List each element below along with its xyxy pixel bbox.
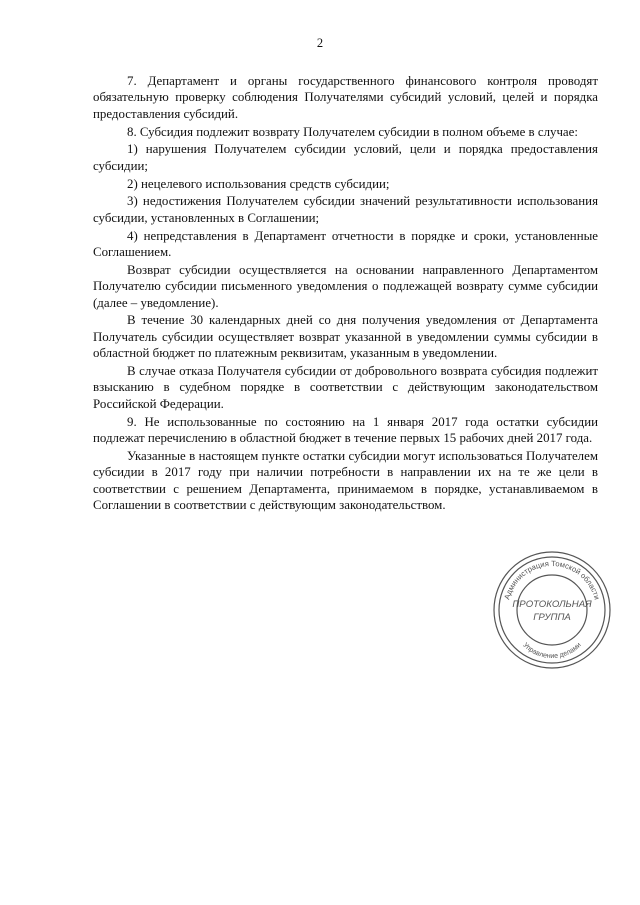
page-number: 2 — [316, 36, 324, 50]
protocol-group-stamp — [490, 548, 614, 672]
document-body — [93, 73, 598, 513]
stamp-bottom-text: Управление делами — [521, 641, 583, 661]
paragraph-7: 7. Департамент и органы государственного финансового контроля проводят обязательную проверку соблюдения Получателями субсидий условий, целей и порядка предоставления субсидий. — [93, 74, 598, 121]
paragraph-return-basis: Возврат субсидии осуществляется на основании направленного Департаментом Получателю субсидии письменного уведомления о подлежащей возврату сумме субсидии (далее – уведомление). — [93, 262, 598, 310]
paragraph-refusal: В случае отказа Получателя субсидии от добровольного возврата субсидия подлежит взысканию в судебном порядке в соответствии с действующим законодательством Российской Федерации. — [93, 364, 598, 411]
paragraph-8-item-2: 2) нецелевого использования средств субсидии; — [127, 176, 390, 191]
paragraph-9: 9. Не использованные по состоянию на 1 января 2017 года остатки субсидии подлежат перечислению в областной бюджет в течение первых 15 рабочих дней 2017 года. — [93, 414, 598, 446]
paragraph-8-item-3: 3) недостижения Получателем субсидии значений результативности использования субсидии, установленных в Соглашении; — [93, 194, 598, 225]
svg-text:Администрация Томской области — [502, 559, 601, 601]
paragraph-8-item-4: 4) непредставления в Департамент отчетности в порядке и сроки, установленные Соглашением. — [93, 228, 598, 260]
stamp-inner-line2: ГРУППА — [533, 612, 571, 623]
paragraph-9-usage: Указанные в настоящем пункте остатки субсидии могут использоваться Получателем субсидии в 2017 году при наличии потребности в направлении их на те же цели в соответствии с решением Департамента, принимаемом в порядке, устанавливаемом в Соглашении в соответствии с действующим законодательством. — [93, 448, 598, 513]
paragraph-8-item-1: 1) нарушения Получателем субсидии условий, цели и порядка предоставления субсидии; — [93, 142, 598, 173]
paragraph-return-term: В течение 30 календарных дней со дня получения уведомления от Департамента Получатель субсидии осуществляет возврат указанной в уведомлении суммы субсидии в областной бюджет по платежным реквизитам, указанным в уведомлении. — [93, 313, 598, 361]
stamp-inner-line1: ПРОТОКОЛЬНАЯ — [512, 599, 592, 610]
paragraph-8: 8. Субсидия подлежит возврату Получателем субсидии в полном объеме в случае: — [127, 124, 578, 139]
stamp-outer-text: Администрация Томской области — [502, 558, 602, 601]
